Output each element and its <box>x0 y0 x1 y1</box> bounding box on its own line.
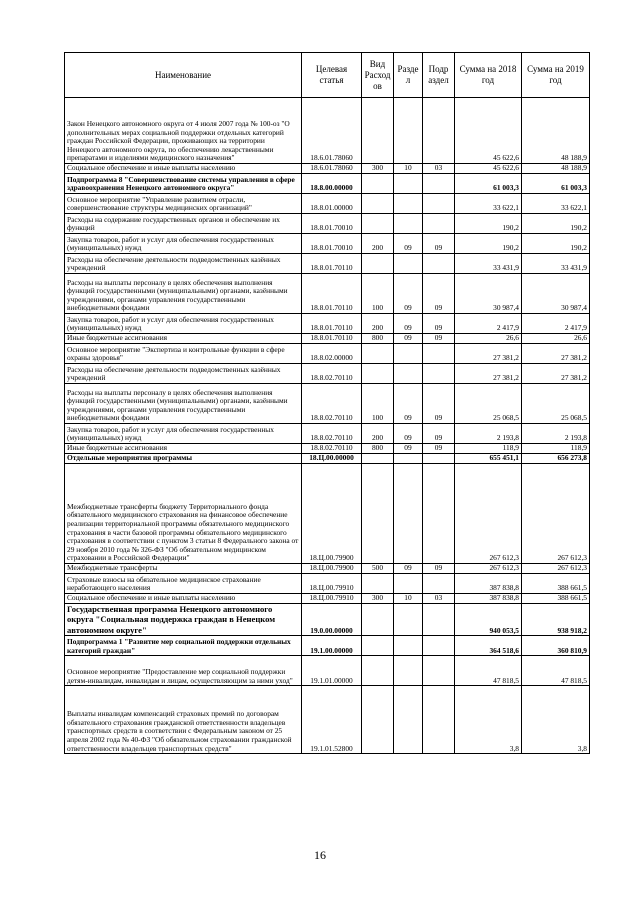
row-expense-type: 200 <box>362 424 394 444</box>
row-subsection <box>423 686 455 754</box>
row-target-article: 18.8.01.70110 <box>302 314 362 334</box>
table-row <box>65 424 590 444</box>
row-subsection: 09 <box>423 234 455 254</box>
table-row <box>65 194 590 214</box>
row-sum-2019: 267 612,3 <box>522 564 590 574</box>
row-subsection: 09 <box>423 424 455 444</box>
header-expense-type: Вид Расход ов <box>362 53 394 98</box>
row-target-article: 18.8.01.70010 <box>302 214 362 234</box>
row-subsection <box>423 194 455 214</box>
row-subsection <box>423 636 455 656</box>
row-sum-2018: 655 451,1 <box>455 454 522 464</box>
row-sum-2019: 27 381,2 <box>522 344 590 364</box>
table-row <box>65 344 590 364</box>
table-row <box>65 656 590 686</box>
row-sum-2018: 47 818,5 <box>455 656 522 686</box>
row-name: Расходы на содержание государственных органов и обеспечение их функций <box>65 214 302 234</box>
row-section: 10 <box>394 164 423 174</box>
page-number: 16 <box>314 848 326 862</box>
table-row <box>65 274 590 314</box>
row-section: 09 <box>394 444 423 454</box>
row-subsection <box>423 254 455 274</box>
row-name: Социальное обеспечение и иные выплаты населению <box>65 164 302 174</box>
row-sum-2019: 61 003,3 <box>522 174 590 194</box>
row-sum-2019: 3,8 <box>522 686 590 754</box>
row-section <box>394 656 423 686</box>
row-sum-2019: 656 273,8 <box>522 454 590 464</box>
table-row <box>65 454 590 464</box>
row-section: 10 <box>394 594 423 604</box>
row-sum-2018: 33 431,9 <box>455 254 522 274</box>
table-row <box>65 234 590 254</box>
row-name: Иные бюджетные ассигнования <box>65 334 302 344</box>
row-name: Подпрограмма 1 "Развитие мер социальной поддержки отдельных категорий граждан" <box>65 636 302 656</box>
row-target-article: 18.6.01.78060 <box>302 164 362 174</box>
row-sum-2019: 33 622,1 <box>522 194 590 214</box>
row-sum-2019: 388 661,5 <box>522 574 590 594</box>
row-sum-2018: 387 838,8 <box>455 594 522 604</box>
row-subsection <box>423 364 455 384</box>
row-section <box>394 254 423 274</box>
header-sum-2018: Сумма на 2018 год <box>455 53 522 98</box>
row-sum-2018: 27 381,2 <box>455 364 522 384</box>
row-target-article: 19.1.01.00000 <box>302 656 362 686</box>
row-expense-type: 800 <box>362 444 394 454</box>
row-sum-2019: 190,2 <box>522 234 590 254</box>
row-name: Подпрограмма 8 "Совершенствование системы управления в сфере здравоохранения Ненецкого автономного округа" <box>65 174 302 194</box>
row-name: Страховые взносы на обязательное медицинское страхование неработающего населения <box>65 574 302 594</box>
row-expense-type: 200 <box>362 314 394 334</box>
row-name: Основное мероприятие "Предоставление мер социальной поддержки детям-инвалидам, инвалидам и лицам, осуществляющим за ними уход" <box>65 656 302 686</box>
row-expense-type <box>362 656 394 686</box>
row-sum-2018: 33 622,1 <box>455 194 522 214</box>
row-sum-2018: 61 003,3 <box>455 174 522 194</box>
row-name: Отдельные мероприятия программы <box>65 454 302 464</box>
row-name: Основное мероприятие "Управление развитием отрасли, совершенствование структуры медицинских организаций" <box>65 194 302 214</box>
row-expense-type: 500 <box>362 564 394 574</box>
row-section: 09 <box>394 274 423 314</box>
row-subsection <box>423 174 455 194</box>
table-row <box>65 164 590 174</box>
row-expense-type <box>362 364 394 384</box>
row-section <box>394 686 423 754</box>
row-name: Государственная программа Ненецкого автономного округа "Социальная поддержка граждан в Ненецком автономном округе" <box>65 604 302 636</box>
row-subsection <box>423 214 455 234</box>
row-target-article: 18.8.02.70110 <box>302 364 362 384</box>
row-sum-2018: 940 053,5 <box>455 604 522 636</box>
row-expense-type <box>362 454 394 464</box>
row-name: Расходы на выплаты персоналу в целях обеспечения выполнения функций государственными (муниципальными) органами, казёнными учреждениями, органами управления государственными внебюджетными фондами <box>65 274 302 314</box>
row-expense-type: 300 <box>362 164 394 174</box>
row-sum-2019: 360 810,9 <box>522 636 590 656</box>
row-target-article: 19.1.01.52800 <box>302 686 362 754</box>
row-name: Межбюджетные трансферты бюджету Территориального фонда обязательного медицинского страхования на финансовое обеспечение реализации территориальной программы обязательного медицинского страхования в части базовой программы обязательного медицинского страхования в соответствии с пунктом 3 статьи 8 Федерального закона от 29 ноября 2010 года № 326-ФЗ "Об обязательном медицинском страховании в Российской Федерации" <box>65 464 302 564</box>
row-section <box>394 636 423 656</box>
row-target-article: 18.8.01.70110 <box>302 334 362 344</box>
table-row <box>65 594 590 604</box>
row-sum-2019: 2 193,8 <box>522 424 590 444</box>
row-section: 09 <box>394 234 423 254</box>
row-sum-2019: 48 188,9 <box>522 164 590 174</box>
row-name: Закупка товаров, работ и услуг для обеспечения государственных (муниципальных) нужд <box>65 314 302 334</box>
row-expense-type <box>362 686 394 754</box>
row-sum-2018: 26,6 <box>455 334 522 344</box>
table-row <box>65 574 590 594</box>
row-subsection <box>423 574 455 594</box>
row-section <box>394 364 423 384</box>
row-section <box>394 454 423 464</box>
row-sum-2018: 118,9 <box>455 444 522 454</box>
row-expense-type: 100 <box>362 384 394 424</box>
row-sum-2018: 2 417,9 <box>455 314 522 334</box>
header-target-article: Целевая статья <box>302 53 362 98</box>
row-section: 09 <box>394 334 423 344</box>
row-name: Расходы на обеспечение деятельности подведомственных казённых учреждений <box>65 364 302 384</box>
row-target-article: 18.6.01.78060 <box>302 98 362 164</box>
row-name: Закупка товаров, работ и услуг для обеспечения государственных (муниципальных) нужд <box>65 234 302 254</box>
row-target-article: 18.8.01.70010 <box>302 234 362 254</box>
row-sum-2018: 27 381,2 <box>455 344 522 364</box>
row-sum-2019: 33 431,9 <box>522 254 590 274</box>
row-target-article: 19.1.00.00000 <box>302 636 362 656</box>
row-expense-type <box>362 254 394 274</box>
table-row <box>65 314 590 334</box>
row-sum-2019: 938 918,2 <box>522 604 590 636</box>
row-target-article: 18.8.01.70110 <box>302 254 362 274</box>
row-section <box>394 464 423 564</box>
row-target-article: 18.Ц.00.79900 <box>302 564 362 574</box>
table-row <box>65 444 590 454</box>
table-row <box>65 254 590 274</box>
header-sum-2019: Сумма на 2019 год <box>522 53 590 98</box>
row-target-article: 18.8.01.00000 <box>302 194 362 214</box>
row-sum-2019: 48 188,9 <box>522 98 590 164</box>
row-subsection <box>423 656 455 686</box>
row-expense-type: 100 <box>362 274 394 314</box>
row-name: Выплаты инвалидам компенсаций страховых премий по договорам обязательного страхования гражданской ответственности владельцев транспортных средств в соответствии с Федеральным законом от 25 апреля 2002 года № 40-ФЗ "Об обязательном страховании гражданской ответственности владельцев транспортных средств" <box>65 686 302 754</box>
row-name: Социальное обеспечение и иные выплаты населению <box>65 594 302 604</box>
row-target-article: 18.8.02.00000 <box>302 344 362 364</box>
row-section <box>394 98 423 164</box>
table-row <box>65 214 590 234</box>
row-expense-type <box>362 636 394 656</box>
header-section: Разде л <box>394 53 423 98</box>
row-sum-2018: 2 193,8 <box>455 424 522 444</box>
row-sum-2018: 30 987,4 <box>455 274 522 314</box>
row-subsection: 09 <box>423 384 455 424</box>
row-expense-type <box>362 98 394 164</box>
row-sum-2019: 388 661,5 <box>522 594 590 604</box>
table-row <box>65 98 590 164</box>
row-section: 09 <box>394 424 423 444</box>
row-sum-2019: 27 381,2 <box>522 364 590 384</box>
row-target-article: 18.Ц.00.00000 <box>302 454 362 464</box>
row-sum-2019: 26,6 <box>522 334 590 344</box>
row-subsection <box>423 454 455 464</box>
row-expense-type: 800 <box>362 334 394 344</box>
row-target-article: 18.Ц.00.79900 <box>302 464 362 564</box>
row-expense-type <box>362 174 394 194</box>
row-subsection <box>423 604 455 636</box>
row-sum-2018: 364 518,6 <box>455 636 522 656</box>
row-section <box>394 194 423 214</box>
row-target-article: 19.0.00.00000 <box>302 604 362 636</box>
row-sum-2018: 387 838,8 <box>455 574 522 594</box>
row-sum-2018: 190,2 <box>455 214 522 234</box>
row-subsection: 09 <box>423 564 455 574</box>
row-subsection <box>423 98 455 164</box>
row-sum-2018: 45 622,6 <box>455 164 522 174</box>
row-section: 09 <box>394 314 423 334</box>
row-target-article: 18.Ц.00.79910 <box>302 574 362 594</box>
row-target-article: 18.8.00.00000 <box>302 174 362 194</box>
row-sum-2018: 45 622,6 <box>455 98 522 164</box>
row-name: Расходы на обеспечение деятельности подведомственных казённых учреждений <box>65 254 302 274</box>
row-name: Расходы на выплаты персоналу в целях обеспечения выполнения функций государственными (муниципальными) органами, казёнными учреждениями, органами управления государственными внебюджетными фондами <box>65 384 302 424</box>
row-target-article: 18.8.02.70110 <box>302 424 362 444</box>
row-subsection: 09 <box>423 444 455 454</box>
row-section: 09 <box>394 564 423 574</box>
row-expense-type <box>362 464 394 564</box>
row-sum-2018: 190,2 <box>455 234 522 254</box>
row-subsection: 09 <box>423 314 455 334</box>
row-sum-2019: 25 068,5 <box>522 384 590 424</box>
row-target-article: 18.Ц.00.79910 <box>302 594 362 604</box>
row-section <box>394 344 423 364</box>
row-section: 09 <box>394 384 423 424</box>
table-row <box>65 636 590 656</box>
row-name: Основное мероприятие "Экспертиза и контрольные функции в сфере охраны здоровья" <box>65 344 302 364</box>
row-expense-type <box>362 194 394 214</box>
row-target-article: 18.8.01.70110 <box>302 274 362 314</box>
row-name: Межбюджетные трансферты <box>65 564 302 574</box>
row-expense-type: 300 <box>362 594 394 604</box>
table-row <box>65 464 590 564</box>
table-row <box>65 384 590 424</box>
table-row <box>65 686 590 754</box>
row-sum-2018: 3,8 <box>455 686 522 754</box>
row-sum-2019: 47 818,5 <box>522 656 590 686</box>
table-header-row <box>65 53 590 98</box>
row-name: Закупка товаров, работ и услуг для обеспечения государственных (муниципальных) нужд <box>65 424 302 444</box>
header-subsection: Подр аздел <box>423 53 455 98</box>
row-sum-2018: 25 068,5 <box>455 384 522 424</box>
table-row <box>65 364 590 384</box>
row-sum-2019: 2 417,9 <box>522 314 590 334</box>
row-expense-type <box>362 574 394 594</box>
row-expense-type <box>362 344 394 364</box>
row-section <box>394 214 423 234</box>
row-expense-type <box>362 604 394 636</box>
row-sum-2018: 267 612,3 <box>455 464 522 564</box>
row-name: Закон Ненецкого автономного округа от 4 июля 2007 года № 100-оз "О дополнительных мерах социальной поддержки отдельных категорий граждан Российской Федерации, проживающих на территории Ненецкого автономного округа, по обеспечению лекарственными препаратами и изделиями медицинского назначения" <box>65 98 302 164</box>
table-row <box>65 334 590 344</box>
row-subsection: 03 <box>423 594 455 604</box>
row-name: Иные бюджетные ассигнования <box>65 444 302 454</box>
budget-table <box>64 52 590 754</box>
row-sum-2019: 30 987,4 <box>522 274 590 314</box>
row-sum-2019: 118,9 <box>522 444 590 454</box>
row-target-article: 18.8.02.70110 <box>302 444 362 454</box>
header-name: Наименование <box>65 53 302 98</box>
row-target-article: 18.8.02.70110 <box>302 384 362 424</box>
row-section <box>394 174 423 194</box>
row-subsection: 03 <box>423 164 455 174</box>
row-subsection: 09 <box>423 274 455 314</box>
row-subsection: 09 <box>423 334 455 344</box>
row-subsection <box>423 464 455 564</box>
table-row <box>65 174 590 194</box>
row-expense-type <box>362 214 394 234</box>
row-sum-2019: 267 612,3 <box>522 464 590 564</box>
row-sum-2018: 267 612,3 <box>455 564 522 574</box>
row-section <box>394 574 423 594</box>
row-expense-type: 200 <box>362 234 394 254</box>
row-subsection <box>423 344 455 364</box>
table-row <box>65 564 590 574</box>
table-row <box>65 604 590 636</box>
row-sum-2019: 190,2 <box>522 214 590 234</box>
row-section <box>394 604 423 636</box>
table-body <box>65 98 590 754</box>
